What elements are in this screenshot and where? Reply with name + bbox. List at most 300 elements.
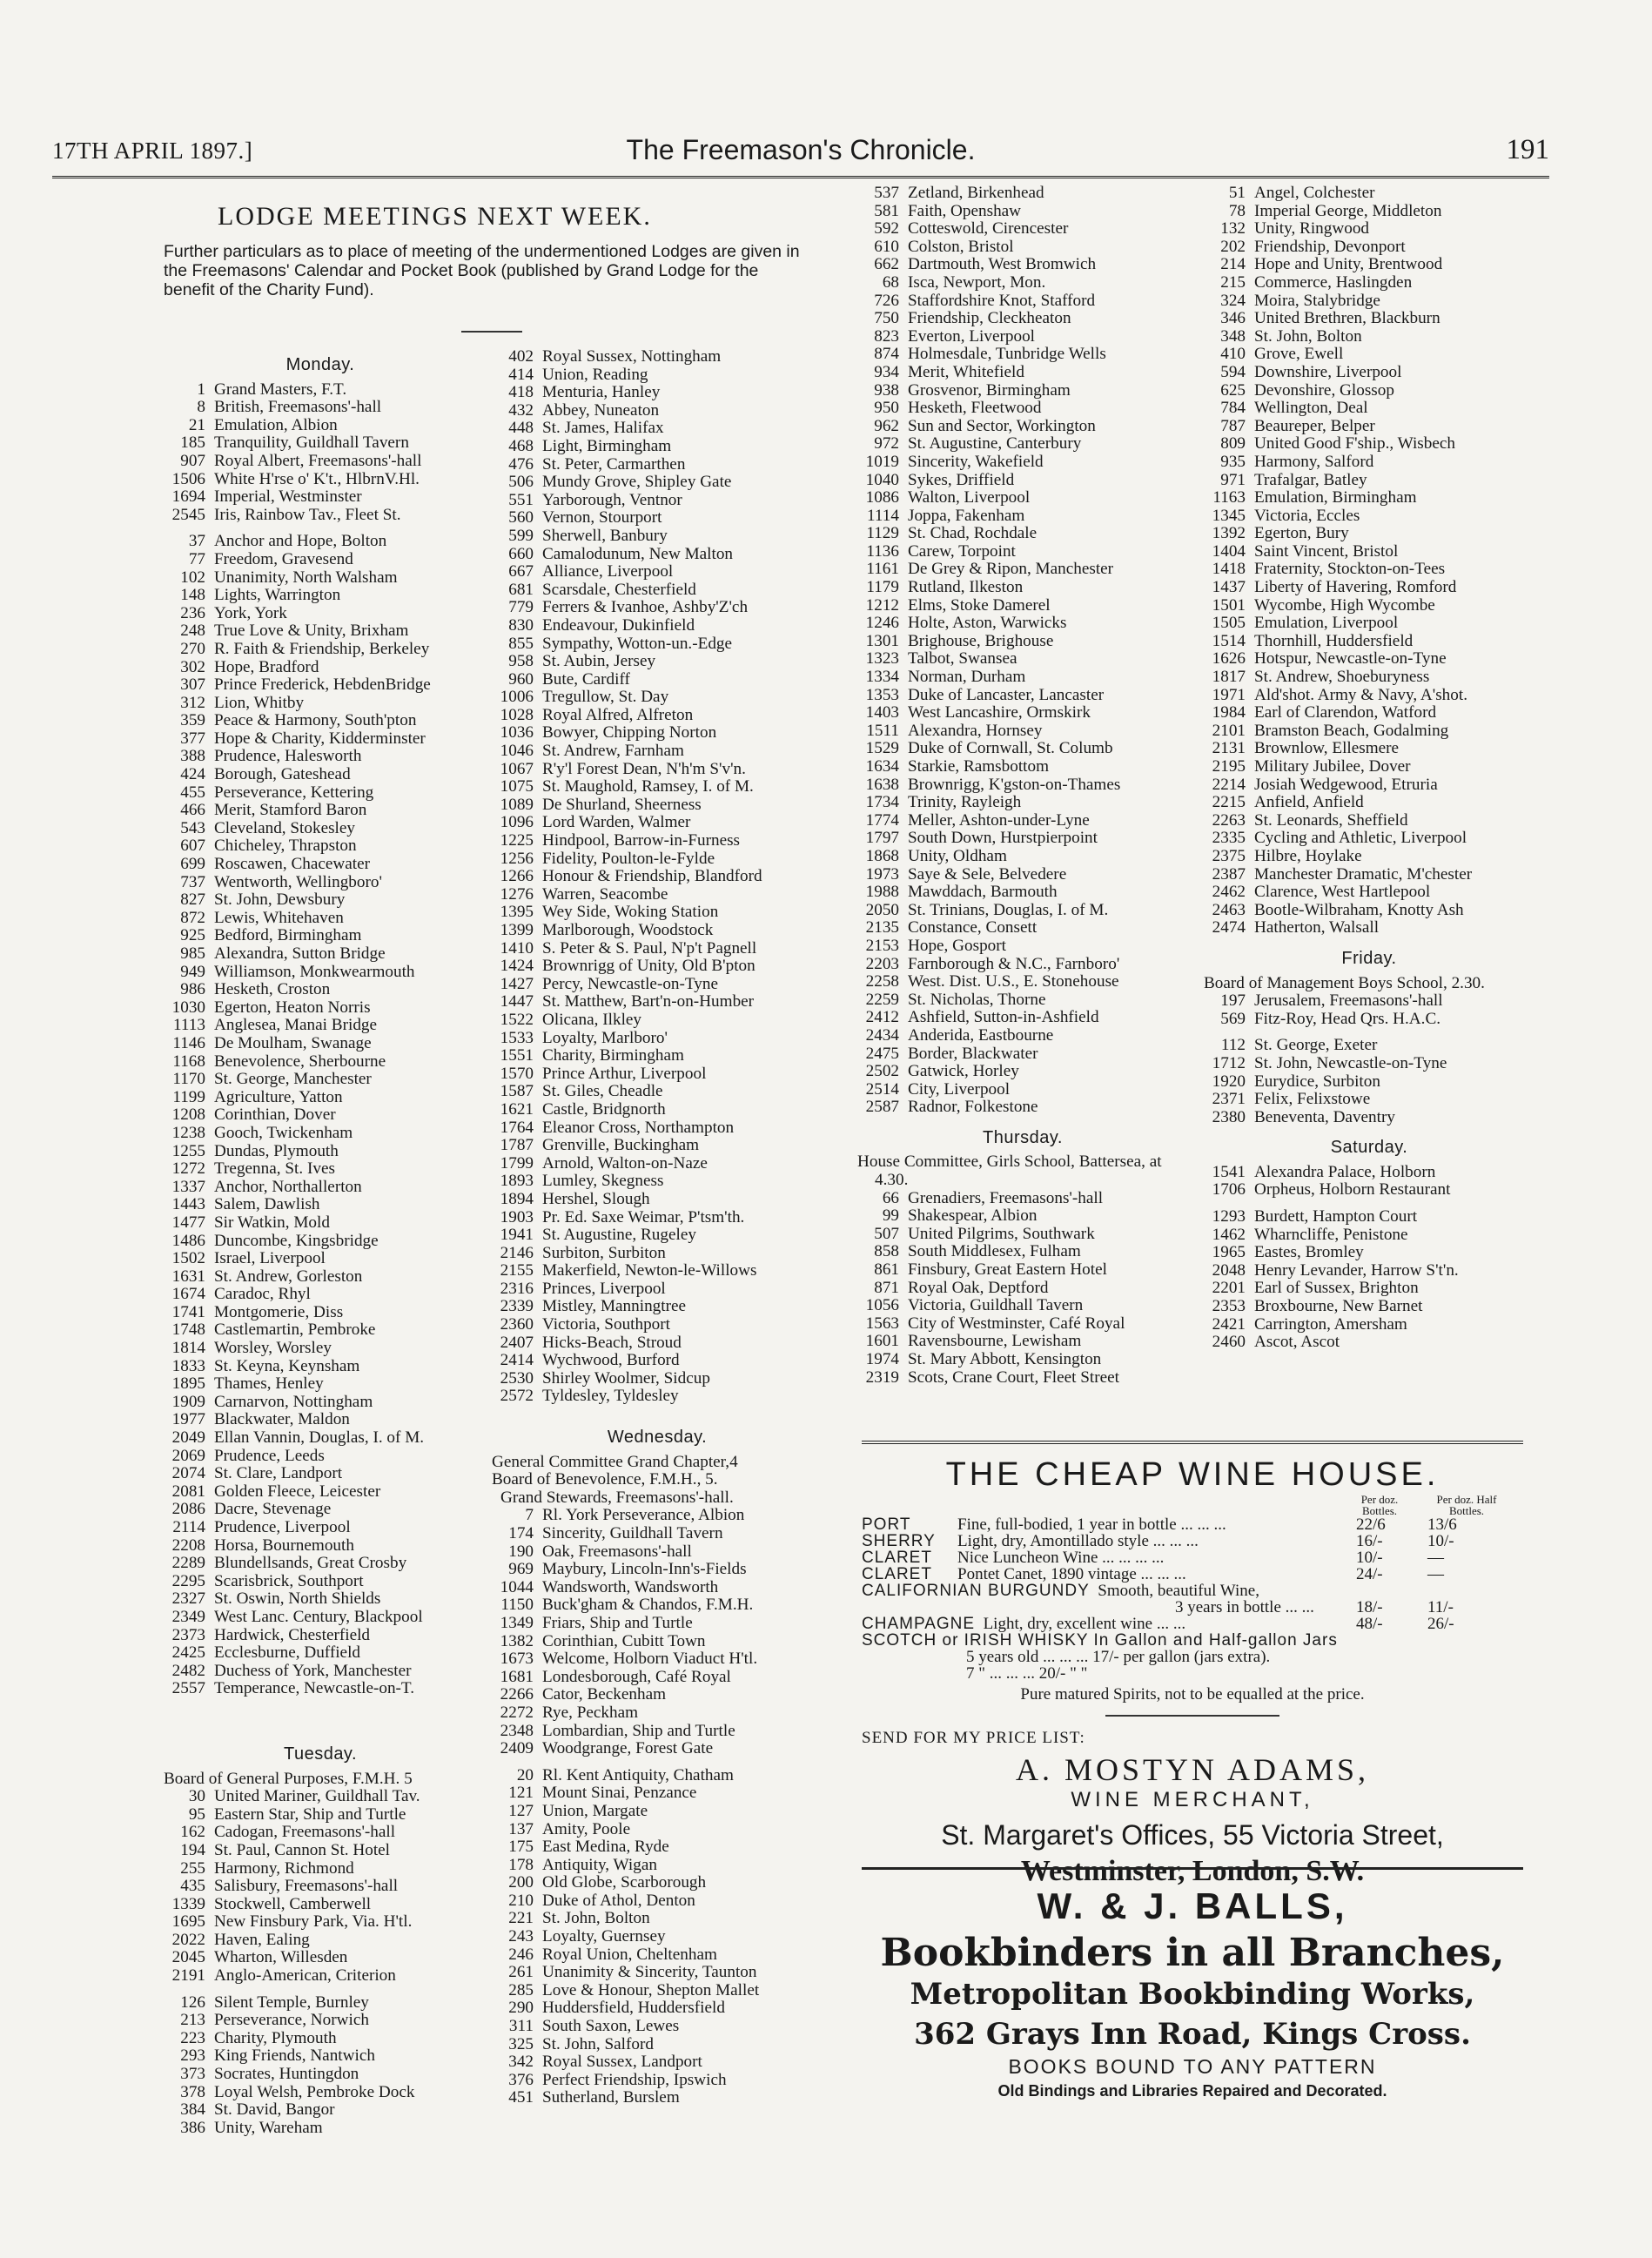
lodge-name-place: Emulation, Birmingham	[1254, 488, 1417, 507]
lodge-name-place: Temperance, Newcastle-on-T.	[214, 1679, 415, 1698]
lodge-number: 1404	[1212, 541, 1246, 561]
lodge-name-place: Royal Albert, Freemasons'-hall	[214, 451, 422, 470]
lodge-entry	[492, 1650, 823, 1669]
lodge-number: 960	[508, 669, 534, 689]
lodge-entry	[492, 1280, 823, 1299]
lodge-name-place: United Good F'ship., Wisbech	[1254, 434, 1455, 454]
lodge-entry	[1204, 1298, 1534, 1316]
lodge-entry	[857, 650, 1188, 669]
lodge-name-place: St. Matthew, Bart'n-on-Humber	[542, 992, 755, 1011]
lodge-number: 2258	[865, 972, 899, 991]
lodge-name-place: Saye & Sele, Belvedere	[908, 864, 1067, 884]
lodge-number: 99	[882, 1206, 899, 1226]
lodge-name-place: St. Giles, Cheadle	[542, 1082, 663, 1101]
lodge-entry	[1204, 1073, 1534, 1092]
lodge-entry	[164, 1555, 477, 1573]
lodge-name-place: Sincerity, Wakefield	[908, 452, 1044, 471]
lodge-name-place: Unity, Ringwood	[1254, 219, 1370, 239]
lodge-entry	[857, 579, 1188, 597]
whisky-line: SCOTCH or IRISH WHISKY In Gallon and Half-gallon Jars	[862, 1631, 1338, 1650]
lodge-number: 1276	[500, 884, 534, 904]
lodge-name-place: Fitz-Roy, Head Qrs. H.A.C.	[1254, 1009, 1441, 1028]
lodge-entry	[492, 1083, 823, 1101]
lodge-entry	[492, 420, 823, 438]
lodge-number: 178	[508, 1855, 534, 1874]
lodge-name-place: Ald'shot. Army & Navy, A'shot.	[1254, 685, 1467, 704]
lodge-name-place: Oak, Freemasons'-hall	[542, 1542, 692, 1561]
lodge-entry	[164, 676, 477, 695]
price-half: 11/-	[1427, 1598, 1454, 1616]
lodge-name-place: Alexandra, Hornsey	[908, 721, 1043, 740]
lodge-entry	[164, 999, 477, 1018]
lodge-number: 1541	[1212, 1162, 1246, 1181]
lodge-entry	[492, 1892, 823, 1911]
lodge-entry	[164, 1143, 477, 1161]
column-2	[492, 348, 823, 2107]
lodge-number: 2266	[500, 1685, 534, 1704]
lodge-entry	[857, 597, 1188, 615]
price-half: —	[1427, 1549, 1444, 1567]
lodge-name-place: Bedford, Birmingham	[214, 926, 362, 945]
lodge-number: 1170	[172, 1070, 205, 1089]
lodge-number: 1395	[500, 903, 534, 922]
lodge-number: 285	[508, 1980, 534, 1999]
lodge-entry	[164, 605, 477, 623]
lodge-entry	[857, 973, 1188, 991]
lodge-entry	[492, 1874, 823, 1892]
price-bottle: 22/6	[1356, 1515, 1386, 1534]
lodge-entry	[164, 507, 477, 525]
lodge-entry	[492, 1686, 823, 1704]
lodge-number: 435	[180, 1877, 205, 1896]
whisky-price-7: 7 " ... ... ... 20/- " "	[966, 1664, 1088, 1683]
lodge-name-place: Wey Side, Woking Station	[542, 903, 719, 922]
lodge-entry	[1204, 704, 1534, 722]
price-bottle: 48/-	[1356, 1615, 1383, 1633]
lodge-name-place: St. George, Manchester	[214, 1070, 372, 1089]
lodge-entry	[857, 1190, 1188, 1208]
lodge-entry	[492, 1767, 823, 1785]
lodge-number: 1695	[171, 1912, 205, 1932]
lodge-number: 787	[1220, 416, 1246, 435]
wine-desc: Pontet Canet, 1890 vintage ... ... ...	[957, 1565, 1186, 1583]
lodge-entry	[164, 1233, 477, 1251]
lodge-number: 1403	[865, 703, 899, 722]
lodge-number: 1741	[171, 1302, 205, 1321]
lodge-name-place: Williamson, Monkwearmouth	[214, 962, 415, 981]
lodge-number: 1113	[173, 1016, 205, 1035]
lodge-entry	[857, 991, 1188, 1010]
lodge-name-place: Blackwater, Maldon	[214, 1410, 350, 1429]
lodge-number: 1681	[500, 1667, 534, 1686]
lodge-entry	[857, 758, 1188, 776]
lodge-number: 950	[874, 399, 899, 418]
lodge-number: 2155	[500, 1261, 534, 1280]
lodge-entry	[164, 1573, 477, 1591]
lodge-name-place: Sincerity, Guildhall Tavern	[542, 1524, 723, 1542]
lodge-number: 543	[180, 818, 205, 837]
lodge-name-place: Old Globe, Scarborough	[542, 1873, 707, 1892]
lodge-number: 221	[508, 1909, 534, 1928]
lodge-name-place: Cotteswold, Cirencester	[908, 219, 1069, 239]
lodge-meetings-title: LODGE MEETINGS NEXT WEEK.	[218, 202, 652, 231]
lodge-number: 1477	[171, 1213, 205, 1232]
lodge-name-place: Wandsworth, Wandsworth	[542, 1577, 719, 1596]
lodge-entry	[857, 1027, 1188, 1045]
lodge-name-place: St. Andrew, Shoeburyness	[1254, 668, 1430, 687]
lodge-entry	[164, 641, 477, 659]
lodge-meetings-intro: Further particulars as to place of meeting of the undermentioned Lodges are given in the Freemasons' Calendar and Pocket Book (published by Grand Lodge for the benefit of the Charity Fund).	[164, 242, 800, 299]
list-wednesday-provincial	[492, 1767, 823, 2107]
lodge-number: 949	[180, 962, 205, 981]
lodge-entry	[164, 1160, 477, 1179]
lodge-number: 197	[1220, 991, 1246, 1011]
lodge-number: 2201	[1212, 1279, 1246, 1298]
lodge-number: 2086	[171, 1500, 205, 1519]
lodge-entry	[164, 2066, 477, 2084]
wine-row	[862, 1516, 1523, 1533]
lodge-number: 448	[508, 419, 534, 438]
lodge-entry	[164, 712, 477, 730]
lodge-entry	[492, 2072, 823, 2090]
merchant-trade: WINE MERCHANT,	[1071, 1788, 1314, 1811]
lodge-number: 1909	[171, 1392, 205, 1411]
lodge-name-place: St. John, Dewsbury	[214, 890, 346, 910]
lodge-entry	[164, 1304, 477, 1322]
lodge-name-place: St. Mary Abbott, Kensington	[908, 1350, 1102, 1368]
lodge-name-place: Ellan Vannin, Douglas, I. of M.	[214, 1428, 425, 1448]
friday-note: Board of Management Boys School, 2.30.	[1204, 973, 1485, 992]
bookbinders-works: Metropolitan Bookbinding Works,	[910, 1977, 1475, 2012]
lodge-number: 1225	[500, 831, 534, 850]
lodge-number: 1674	[171, 1285, 205, 1304]
lodge-name-place: Anglesea, Manai Bridge	[214, 1016, 378, 1035]
lodge-number: 377	[180, 729, 205, 748]
lodge-entry	[164, 622, 477, 641]
list-saturday	[1204, 1164, 1534, 1200]
lodge-number: 2049	[171, 1428, 205, 1448]
wine-desc: Light, dry, Amontillado style ... ... ...	[957, 1532, 1199, 1550]
lodge-name-place: Burdett, Hampton Court	[1254, 1207, 1418, 1226]
lodge-number: 200	[508, 1873, 534, 1892]
lodge-number: 2462	[1212, 883, 1246, 902]
lodge-entry	[164, 910, 477, 928]
lodge-entry	[164, 1878, 477, 1896]
lodge-name-place: Trinity, Rayleigh	[908, 793, 1022, 812]
lodge-name-place: Bootle-Wilbraham, Knotty Ash	[1254, 900, 1464, 919]
lodge-number: 307	[180, 675, 205, 695]
lodge-name-place: Holte, Aston, Warwicks	[908, 614, 1067, 633]
lodge-entry	[1204, 794, 1534, 812]
lodge-entry	[492, 993, 823, 1011]
lodge-number: 1764	[500, 1118, 534, 1137]
lodge-entry	[492, 348, 823, 366]
lodge-number: 1787	[500, 1136, 534, 1155]
lodge-entry	[857, 1261, 1188, 1280]
lodge-entry	[492, 474, 823, 492]
lodge-name-place: Lewis, Whitehaven	[214, 908, 344, 927]
lodge-number: 1392	[1212, 524, 1246, 543]
lodge-entry	[857, 1333, 1188, 1351]
lodge-number: 1903	[500, 1207, 534, 1226]
lodge-number: 2348	[500, 1721, 534, 1740]
lodge-number: 2339	[500, 1297, 534, 1316]
lodge-name-place: Trafalgar, Batley	[1254, 470, 1367, 489]
lodge-entry	[857, 364, 1188, 382]
lodge-name-place: Warren, Seacombe	[542, 884, 668, 904]
lodge-number: 871	[874, 1278, 899, 1297]
day-heading-thursday: Thursday.	[983, 1127, 1063, 1147]
lodge-number: 874	[874, 345, 899, 364]
lodge-name-place: Light, Birmingham	[542, 436, 672, 455]
lodge-entry	[1204, 382, 1534, 400]
lodge-name-place: Bute, Cardiff	[542, 669, 630, 689]
lodge-name-place: Clarence, West Hartlepool	[1254, 883, 1431, 902]
lodge-entry	[492, 1245, 823, 1263]
lodge-entry	[164, 1106, 477, 1125]
lodge-name-place: Dacre, Stevenage	[214, 1500, 332, 1519]
lodge-number: 1973	[865, 864, 899, 884]
lodge-number: 148	[180, 586, 205, 605]
lodge-name-place: Meller, Ashton-under-Lyne	[908, 810, 1090, 830]
lodge-name-place: St. Leonards, Sheffield	[1254, 810, 1408, 830]
lodge-entry	[164, 874, 477, 892]
lodge-name-place: Wychwood, Burford	[542, 1351, 680, 1370]
lodge-name-place: Prince Arthur, Liverpool	[542, 1064, 707, 1083]
lodge-name-place: Montgomerie, Diss	[214, 1302, 344, 1321]
lodge-entry	[164, 1250, 477, 1268]
lodge-number: 68	[882, 272, 899, 292]
lodge-entry	[1204, 543, 1534, 561]
lodge-name-place: De Shurland, Sheerness	[542, 795, 702, 814]
lodge-number: 681	[508, 580, 534, 599]
lodge-entry	[492, 1525, 823, 1543]
lodge-entry	[1204, 1262, 1534, 1280]
lodge-number: 662	[874, 255, 899, 274]
lodge-entry	[492, 1928, 823, 1946]
price-bottle: 16/-	[1356, 1532, 1383, 1550]
lodge-entry	[492, 2053, 823, 2072]
lodge-name-place: Thornhill, Huddersfield	[1254, 631, 1414, 650]
lodge-name-place: Amity, Poole	[542, 1819, 631, 1838]
lodge-number: 1706	[1212, 1180, 1246, 1200]
lodge-entry	[492, 1982, 823, 2000]
lodge-number: 969	[508, 1560, 534, 1579]
lodge-number: 2114	[172, 1518, 205, 1536]
lodge-name-place: Felix, Felixstowe	[1254, 1090, 1371, 1109]
lodge-entry	[492, 1119, 823, 1138]
lodge-name-place: Prudence, Leeds	[214, 1446, 325, 1465]
lodge-entry	[1204, 310, 1534, 328]
lodge-name-place: St. John, Salford	[542, 2034, 654, 2053]
lodge-name-place: St. Maughold, Ramsey, I. of M.	[542, 777, 754, 796]
lodge-name-place: Victoria, Guildhall Tavern	[908, 1296, 1084, 1315]
lodge-name-place: Lumley, Skegness	[542, 1172, 664, 1191]
lodge-name-place: Surbiton, Surbiton	[542, 1243, 666, 1262]
lodge-number: 388	[180, 747, 205, 766]
lodge-name-place: Sympathy, Wotton-un.-Edge	[542, 634, 733, 653]
lodge-name-place: Duncombe, Kingsbridge	[214, 1231, 379, 1250]
lodge-entry	[492, 1047, 823, 1065]
bookbinders-tagline: Bookbinders in all Branches,	[880, 1931, 1505, 1975]
lodge-name-place: Sherwell, Banbury	[542, 526, 668, 545]
wine-name: CLARET	[862, 1565, 932, 1583]
lodge-name-place: Golden Fleece, Leicester	[214, 1482, 381, 1501]
lodge-name-place: Charity, Birmingham	[542, 1046, 684, 1065]
lodge-name-place: Tranquility, Guildhall Tavern	[214, 433, 409, 453]
lodge-entry	[857, 454, 1188, 472]
lodge-entry	[857, 866, 1188, 884]
lodge-entry	[164, 1896, 477, 1914]
lodge-name-place: Prudence, Liverpool	[214, 1518, 351, 1536]
lodge-entry	[164, 471, 477, 489]
lodge-number: 2203	[865, 954, 899, 973]
lodge-number: 1030	[171, 998, 205, 1017]
lodge-number: 476	[508, 454, 534, 474]
lodge-number: 2074	[171, 1464, 205, 1483]
lodge-name-place: Wellington, Deal	[1254, 399, 1368, 418]
lodge-name-place: Sykes, Driffield	[908, 470, 1015, 489]
lodge-number: 823	[874, 326, 899, 346]
lodge-number: 1339	[171, 1894, 205, 1913]
lodge-entry	[164, 1340, 477, 1358]
lodge-entry	[857, 722, 1188, 741]
lodge-number: 784	[1220, 399, 1246, 418]
lodge-name-place: Hope, Bradford	[214, 657, 319, 676]
lodge-name-place: Bowyer, Chipping Norton	[542, 723, 717, 743]
lodge-entry	[857, 346, 1188, 364]
lodge-entry	[164, 802, 477, 820]
lodge-name-place: St. John, Bolton	[542, 1909, 650, 1928]
lodge-number: 236	[180, 603, 205, 622]
lodge-number: 2545	[171, 505, 205, 524]
lodge-entry	[492, 1352, 823, 1370]
lodge-number: 1638	[865, 775, 899, 794]
lodge-number: 699	[180, 855, 205, 874]
price-list-request: SEND FOR MY PRICE LIST:	[862, 1729, 1085, 1747]
lodge-number: 2316	[500, 1279, 534, 1298]
lodge-number: 175	[508, 1838, 534, 1857]
wine-name: SHERRY	[862, 1532, 936, 1550]
lodge-name-place: Imperial, Westminster	[214, 487, 362, 507]
lodge-name-place: St. James, Halifax	[542, 419, 664, 438]
lodge-number: 2482	[171, 1661, 205, 1680]
lodge-name-place: Cleveland, Stokesley	[214, 818, 355, 837]
lodge-entry	[492, 1155, 823, 1173]
lodge-number: 962	[874, 416, 899, 435]
lodge-name-place: Eastern Star, Ship and Turtle	[214, 1804, 406, 1824]
lodge-entry	[164, 1268, 477, 1287]
lodge-entry	[492, 1838, 823, 1857]
lodge-number: 2421	[1212, 1314, 1246, 1334]
list-thursday	[857, 1190, 1188, 1388]
lodge-entry	[164, 1680, 477, 1698]
lodge-name-place: Hotspur, Newcastle-on-Tyne	[1254, 649, 1447, 669]
lodge-number: 185	[180, 433, 205, 453]
lodge-number: 2048	[1212, 1260, 1246, 1280]
lodge-name-place: Gatwick, Horley	[908, 1062, 1019, 1081]
lodge-entry	[857, 1243, 1188, 1261]
lodge-number: 1019	[865, 452, 899, 471]
lodge-number: 2022	[171, 1930, 205, 1949]
lodge-entry	[164, 820, 477, 838]
lodge-entry	[857, 1315, 1188, 1334]
lodge-number: 1514	[1212, 631, 1246, 650]
lodge-number: 223	[180, 2028, 205, 2047]
lodge-entry	[857, 1081, 1188, 1099]
lodge-entry	[1204, 1208, 1534, 1226]
lodge-number: 418	[508, 383, 534, 402]
lodge-name-place: Arnold, Walton-on-Naze	[542, 1153, 708, 1173]
lodge-number: 1410	[500, 938, 534, 958]
lodge-number: 248	[180, 622, 205, 641]
lodge-name-place: Corinthian, Dover	[214, 1105, 336, 1125]
lodge-name-place: Huddersfield, Huddersfield	[542, 1999, 725, 2018]
lodge-number: 2353	[1212, 1297, 1246, 1316]
column-4	[1204, 185, 1534, 1352]
lodge-entry	[1204, 992, 1534, 1011]
lodge-number: 2587	[865, 1098, 899, 1117]
lodge-number: 2215	[1212, 793, 1246, 812]
lodge-name-place: Egerton, Bury	[1254, 524, 1349, 543]
lodge-name-place: Beaureper, Belper	[1254, 416, 1375, 435]
lodge-name-place: Ashfield, Sutton-in-Ashfield	[908, 1008, 1099, 1027]
lodge-name-place: Grove, Ewell	[1254, 345, 1344, 364]
lodge-name-place: White H'rse o' K't., HlbrnV.Hl.	[214, 469, 420, 488]
lodge-number: 1505	[1212, 614, 1246, 633]
lodge-number: 432	[508, 400, 534, 420]
lodge-number: 2319	[865, 1368, 899, 1387]
lodge-name-place: St. Aubin, Jersey	[542, 652, 656, 671]
lodge-name-place: York, York	[214, 603, 287, 622]
lodge-name-place: Friendship, Cleckheaton	[908, 309, 1071, 328]
lodge-name-place: St. Paul, Cannon St. Hotel	[214, 1840, 391, 1859]
lodge-number: 1529	[865, 739, 899, 758]
lodge-entry	[1204, 866, 1534, 884]
lodge-number: 30	[188, 1787, 205, 1806]
bookbinders-advertisement	[862, 1867, 1523, 2100]
lodge-number: 348	[1220, 326, 1246, 346]
lodge-number: 1974	[865, 1350, 899, 1368]
lodge-number: 2572	[500, 1387, 534, 1406]
lodge-name-place: Prince Frederick, HebdenBridge	[214, 675, 431, 695]
lodge-name-place: New Finsbury Park, Via. H'tl.	[214, 1912, 413, 1932]
list-saturday-provincial	[1204, 1208, 1534, 1352]
lodge-entry	[164, 1842, 477, 1860]
lodge-entry	[164, 1590, 477, 1609]
lodge-name-place: Carnarvon, Nottingham	[214, 1392, 373, 1411]
lodge-number: 324	[1220, 291, 1246, 310]
lodge-number: 1833	[171, 1356, 205, 1375]
lodge-name-place: Mundy Grove, Shipley Gate	[542, 473, 732, 492]
lodge-entry	[164, 2101, 477, 2120]
lodge-entry	[164, 837, 477, 856]
lodge-number: 551	[508, 490, 534, 509]
lodge-entry	[164, 1932, 477, 1950]
lodge-entry	[1204, 1226, 1534, 1245]
lodge-entry	[857, 615, 1188, 633]
lodge-number: 1424	[500, 957, 534, 976]
lodge-name-place: Eleanor Cross, Northampton	[542, 1118, 735, 1137]
lodge-number: 1797	[865, 829, 899, 848]
whisky-price-5: 5 years old ... ... ... 17/- per gallon (jars extra).	[966, 1648, 1271, 1666]
lodge-name-place: Union, Margate	[542, 1801, 648, 1820]
wine-ad-title: THE CHEAP WINE HOUSE.	[945, 1456, 1440, 1493]
lodge-entry	[857, 525, 1188, 543]
lodge-number: 2045	[171, 1948, 205, 1967]
lodge-name-place: Sun and Sector, Workington	[908, 416, 1096, 435]
lodge-number: 1028	[500, 705, 534, 724]
